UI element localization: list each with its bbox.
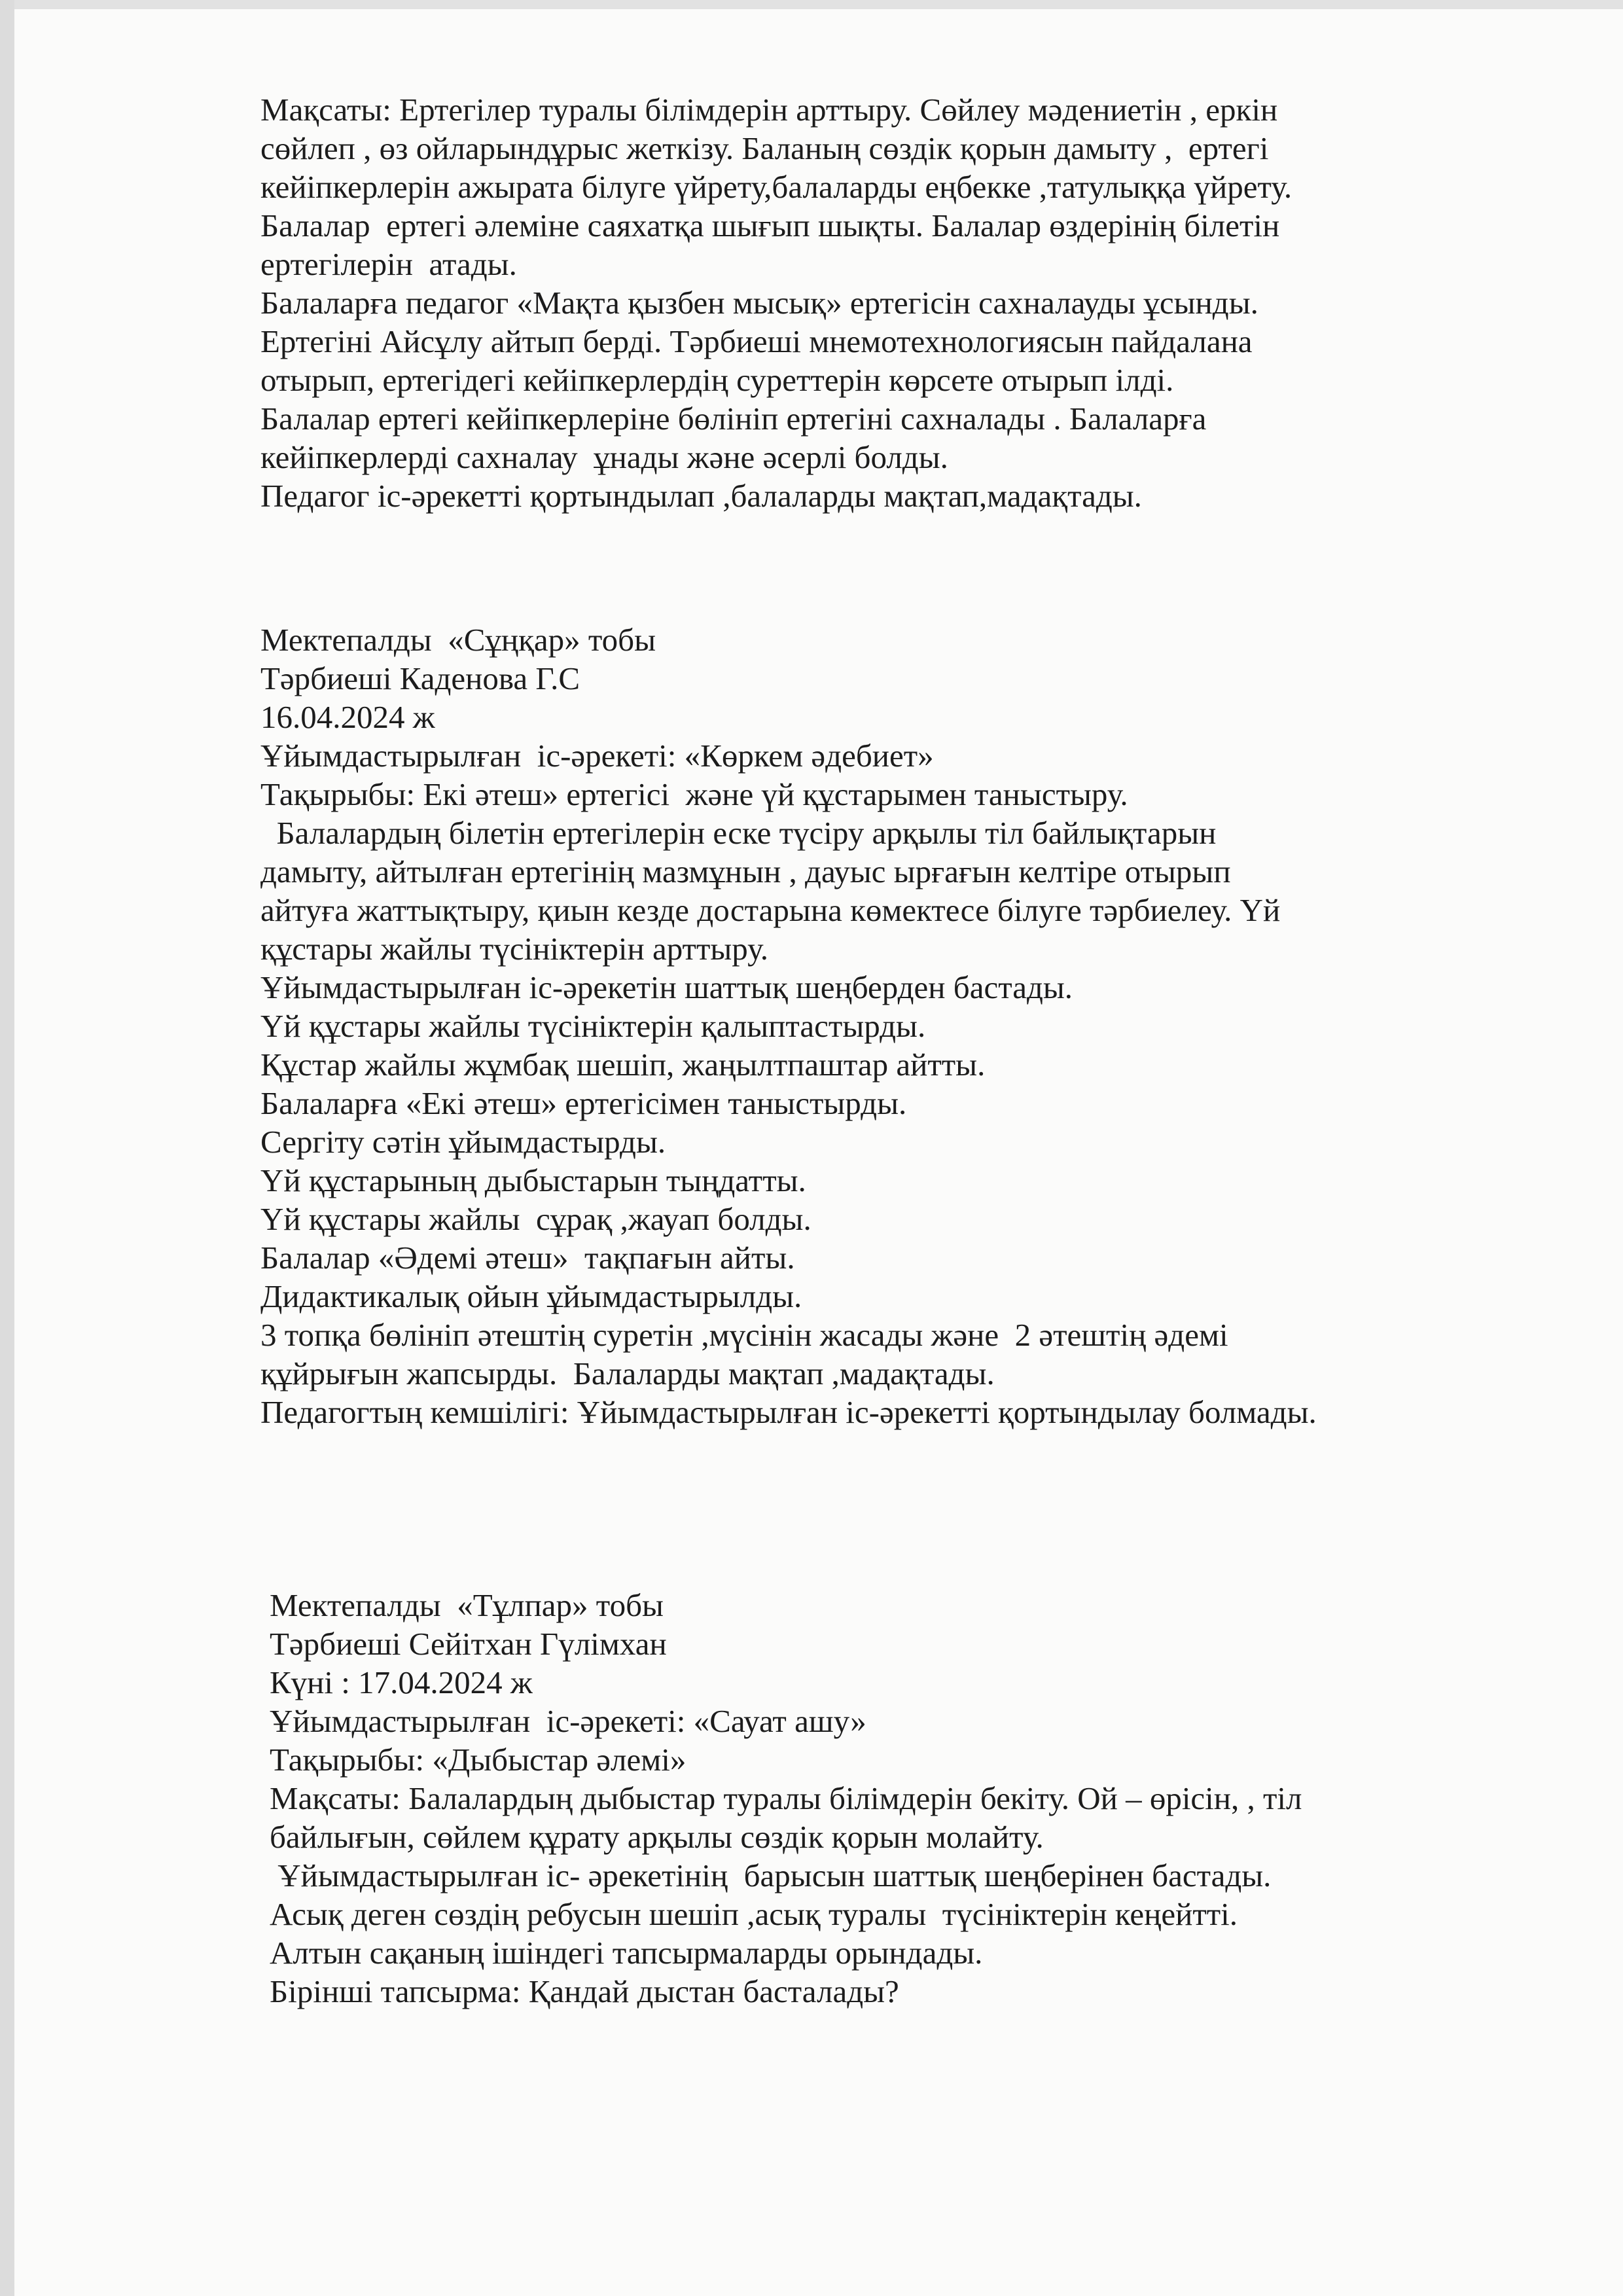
text-line: Сергіту сәтін ұйымдастырды. (260, 1124, 666, 1160)
activity-type: Ұйымдастырылған іс-әрекеті: «Көркем әдебиет» (260, 738, 934, 774)
text-line: айтуға жаттықтыру, қиын кезде достарына көмектесе білуге тәрбиелеу. Үй (260, 892, 1281, 928)
text-line: Үй құстары жайлы сұрақ ,жауап болды. (260, 1201, 812, 1237)
text-line: байлығын, сөйлем құрату арқылы сөздік қорын молайту. (270, 1819, 1044, 1855)
text-line: Бірінші тапсырма: Қандай дыстан басталады? (270, 1973, 899, 2009)
date: Күні : 17.04.2024 ж (270, 1664, 533, 1700)
text-line: Балаларға «Екі әтеш» ертегісімен таныстырды. (260, 1085, 907, 1121)
topic: Тақырыбы: Екі әтеш» ертегісі және үй құстарымен таныстыру. (260, 776, 1128, 812)
text-line: дамыту, айтылған ертегінің мазмұнын , дауыс ырғағын келтіре отырып (260, 853, 1231, 889)
text-line: сөйлеп , өз ойларындұрыс жеткізу. Баланың сөздік қорын дамыту , ертегі (260, 130, 1269, 166)
group-name: Мектепалды «Сұңқар» тобы (260, 622, 656, 658)
text-line: Құстар жайлы жұмбақ шешіп, жаңылтпаштар айтты. (260, 1047, 986, 1083)
text-line: Алтын сақаның ішіндегі тапсырмаларды орындады. (270, 1935, 983, 1971)
scan-edge-top (0, 0, 1623, 9)
text-line: құйрығын жапсырды. Балаларды мақтап ,мадақтады. (260, 1355, 995, 1391)
text-line: Үй құстары жайлы түсініктерін қалыптастырды. (260, 1008, 926, 1044)
text-line: Балалар ертегі кейіпкерлеріне бөлініп ертегіні сахналады . Балаларға (260, 401, 1207, 437)
text-line: Педагог іс-әрекетті қортындылап ,балаларды мақтап,мадақтады. (260, 478, 1142, 514)
text-line: Мақсаты: Ертегілер туралы білімдерін арттыру. Сөйлеу мәдениетін , еркін (260, 92, 1278, 128)
text-line: отырып, ертегідегі кейіпкерлердің суреттерін көрсете отырып ілді. (260, 362, 1174, 398)
date: 16.04.2024 ж (260, 699, 435, 735)
text-line: Ертегіні Айсұлу айтып берді. Тәрбиеші мнемотехнологиясын пайдалана (260, 323, 1253, 359)
text-line: Үй құстарының дыбыстарын тыңдатты. (260, 1162, 806, 1198)
section-sunkar-group (260, 620, 1543, 1431)
teacher-name: Тәрбиеші Каденова Г.С (260, 660, 580, 696)
text-line: 3 топқа бөлініп әтештің суретін ,мүсінін жасады және 2 әтештің әдемі (260, 1317, 1228, 1353)
teacher-name: Тәрбиеші Сейітхан Гүлімхан (270, 1626, 667, 1662)
text-line: Балаларға педагог «Мақта қызбен мысық» ертегісін сахналауды ұсынды. (260, 285, 1258, 321)
section-tulpar-group (270, 1586, 1552, 2011)
text-line: ертегілерін атады. (260, 246, 517, 282)
group-name: Мектепалды «Тұлпар» тобы (270, 1587, 664, 1623)
activity-type: Ұйымдастырылған іс-әрекеті: «Сауат ашу» (270, 1703, 866, 1739)
text-line: Балалар ертегі әлеміне саяхатқа шығып шықты. Балалар өздерінің білетін (260, 207, 1280, 243)
topic: Тақырыбы: «Дыбыстар әлемі» (270, 1742, 687, 1778)
text-line: Ұйымдастырылған іс-әрекетін шаттық шеңберден бастады. (260, 969, 1073, 1005)
scan-edge-left (0, 0, 14, 2296)
text-line: Дидактикалық ойын ұйымдастырылды. (260, 1278, 802, 1314)
text-line: Балалар «Әдемі әтеш» тақпағын айты. (260, 1240, 795, 1276)
text-line: кейіпкерлерді сахналау ұнады және әсерлі болды. (260, 439, 948, 475)
text-line: кейіпкерлерін ажырата білуге үйрету,балаларды еңбекке ,татулыққа үйрету. (260, 169, 1293, 205)
section-goals-summary (260, 90, 1543, 515)
text-line: Асық деген сөздің ребусын шешіп ,асық туралы түсініктерін кеңейтті. (270, 1896, 1238, 1932)
text-line: Балалардың білетін ертегілерін еске түсіру арқылы тіл байлықтарын (260, 815, 1217, 851)
text-line: құстары жайлы түсініктерін арттыру. (260, 931, 769, 967)
text-line: Педагогтың кемшілігі: Ұйымдастырылған іс-әрекетті қортындылау болмады. (260, 1394, 1317, 1430)
text-line: Мақсаты: Балалардың дыбыстар туралы білімдерін бекіту. Ой – өрісін, , тіл (270, 1780, 1302, 1816)
text-line: Ұйымдастырылған іс- әрекетінің барысын шаттық шеңберінен бастады. (270, 1857, 1272, 1893)
